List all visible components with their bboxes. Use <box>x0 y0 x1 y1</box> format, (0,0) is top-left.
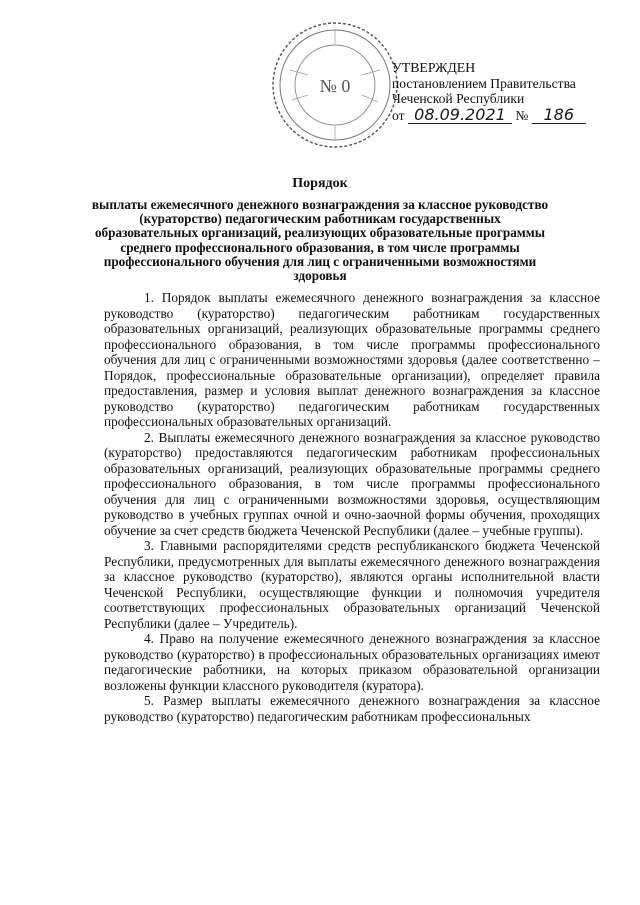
paragraph-3: 3. Главными распорядителями средств республиканского бюджета Чеченской Республики, предусмотренных для выплаты ежемесячного денежного вознаграждения за классное руководство (кураторство), являются органы исполнительной власти Чеченской Республики, осуществляющие функции и полномочия учредителя соответствующих профессиональных образовательных организаций Чеченской Республики (далее – Учредитель). <box>104 538 600 631</box>
number-label: № <box>515 107 529 123</box>
approval-heading: УТВЕРЖДЕН <box>392 60 476 75</box>
document-body <box>104 290 600 724</box>
approval-date: 08.09.2021 <box>408 107 512 124</box>
paragraph-4: 4. Право на получение ежемесячного денежного вознаграждения за классное руководство (кураторство) в профессиональных образовательных организациях имеют педагогические работники, на которых приказом образовательной организации возложены функции классного руководителя (куратора). <box>104 631 600 693</box>
paragraph-1: 1. Порядок выплаты ежемесячного денежного вознаграждения за классное руководство (кураторство) педагогическим работникам государственных образовательных организаций, реализующих образовательные программы среднего профессионального образования, в том числе программы профессионального обучения для лиц с ограниченными возможностями здоровья (далее соответственно – Порядок, профессиональные образовательные организации), определяет правила предоставления, размер и условия выплат денежного вознаграждения за классное руководство (кураторство) педагогическим работникам государственных профессиональных образовательных организаций. <box>104 290 600 429</box>
paragraph-2: 2. Выплаты ежемесячного денежного вознаграждения за классное руководство (кураторство) предоставляются педагогическим работникам профессиональных образовательных организаций, реализующих образовательные программы среднего профессионального образования, в том числе программы профессионального обучения для лиц с ограниченными возможностями здоровья, осуществляющим руководство в учебных группах очной и очно-заочной формы обучения, проходящих обучение за счет средств бюджета Чеченской Республики (далее – учебные группы). <box>104 429 600 538</box>
approval-date-line <box>392 104 632 124</box>
approval-number: 186 <box>532 107 586 124</box>
official-seal <box>268 18 403 153</box>
paragraph-5: 5. Размер выплаты ежемесячного денежного вознаграждения за классное руководство (кураторство) педагогическим работникам профессиональных <box>104 693 600 724</box>
seal-number: № 0 <box>319 76 351 96</box>
approval-block <box>392 60 632 124</box>
document-title-block <box>90 176 550 283</box>
from-label: от <box>392 107 405 123</box>
document-subtitle: выплаты ежемесячного денежного вознаграждения за классное руководство (кураторство) педагогическим работникам государственных образовательных организаций, реализующих образовательные программы среднего профессионального образования, в том числе программы профессионального обучения для лиц с ограниченными возможностями здоровья <box>91 197 549 284</box>
document-title: Порядок <box>292 176 348 191</box>
approval-line-resolution: постановлением Правительства <box>392 75 576 91</box>
approval-line-republic: Чеченской Республики <box>392 91 525 106</box>
